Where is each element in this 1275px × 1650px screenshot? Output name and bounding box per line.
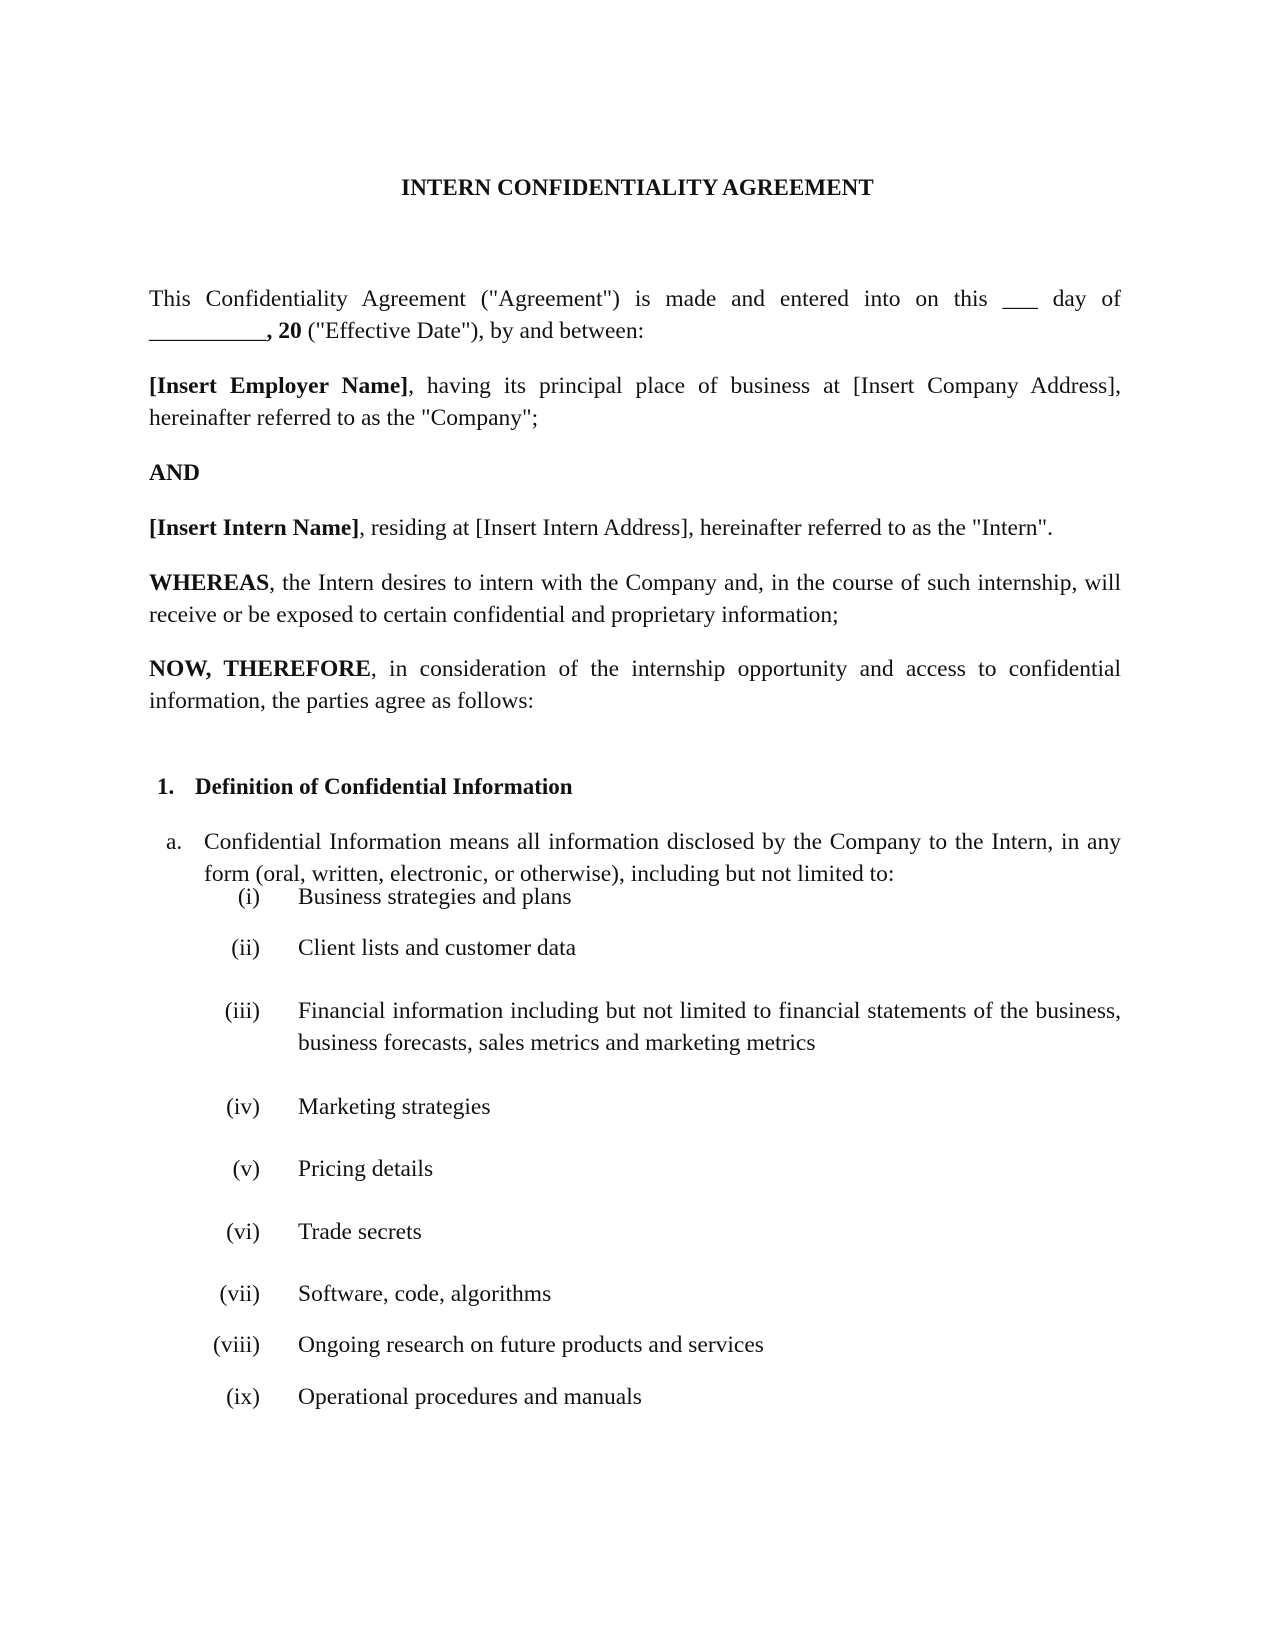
section-1-number: 1. xyxy=(157,774,175,799)
list-item xyxy=(190,881,1121,913)
list-item-text: Software, code, algorithms xyxy=(298,1281,552,1307)
list-item-numeral: (ix) xyxy=(226,1384,260,1410)
subitem-a-text: Confidential Information means all information disclosed by the Company to the Intern, in any form (oral, written, electronic, or otherwise), including but not limited to: xyxy=(204,829,1121,887)
list-item xyxy=(190,932,1121,964)
whereas-label: WHEREAS xyxy=(149,570,270,596)
now-therefore-label: NOW, THEREFORE xyxy=(149,656,371,682)
employer-details: , having its principal place of business at [Insert Company Address], hereinafter referred to as the "Company"; xyxy=(149,373,1121,431)
effective-date-text: ("Effective Date"), by and between: xyxy=(301,318,645,344)
whereas-text: , the Intern desires to intern with the Company and, in the course of such internship, will receive or be exposed to certain confidential and proprietary information; xyxy=(149,570,1121,628)
list-item xyxy=(190,995,1121,1059)
list-item xyxy=(190,1091,1121,1123)
subitem-a-marker: a. xyxy=(166,829,183,855)
list-item-text: Pricing details xyxy=(298,1156,434,1182)
date-blank: __________ xyxy=(149,318,267,344)
list-item xyxy=(190,1278,1121,1310)
intro-line-2 xyxy=(149,315,1121,347)
list-item-text: Trade secrets xyxy=(298,1219,422,1245)
now-therefore-text: , in consideration of the internship opportunity and access to confidential information, the parties agree as follows: xyxy=(149,656,1121,714)
list-item xyxy=(190,1329,1121,1361)
list-item-numeral: (i) xyxy=(237,884,260,910)
list-item-numeral: (v) xyxy=(232,1156,260,1182)
list-item-text: Operational procedures and manuals xyxy=(298,1384,642,1410)
list-item-numeral: (vi) xyxy=(226,1219,260,1245)
list-item-numeral: (viii) xyxy=(213,1332,260,1358)
list-item-numeral: (ii) xyxy=(231,935,260,961)
intro-paragraph xyxy=(149,283,1121,347)
intro-line-1: This Confidentiality Agreement ("Agreement") is made and entered into on this ___ day of xyxy=(149,286,1121,312)
document-title: INTERN CONFIDENTIALITY AGREEMENT xyxy=(401,175,874,200)
list-item-text: Financial information including but not limited to financial statements of the business, business forecasts, sales metrics and marketing metrics xyxy=(298,998,1121,1056)
list-item xyxy=(190,1153,1121,1185)
intern-paragraph xyxy=(149,512,1121,544)
now-therefore-paragraph xyxy=(149,653,1121,717)
list-item-text: Ongoing research on future products and services xyxy=(298,1332,764,1358)
list-item-text: Client lists and customer data xyxy=(298,935,577,961)
section-1-title: Definition of Confidential Information xyxy=(195,774,573,799)
list-item xyxy=(190,1216,1121,1248)
list-item-numeral: (iv) xyxy=(226,1094,260,1120)
list-item-text: Business strategies and plans xyxy=(298,884,572,910)
list-item-numeral: (iii) xyxy=(224,998,260,1024)
year-label: , 20 xyxy=(266,318,302,344)
list-item-text: Marketing strategies xyxy=(298,1094,491,1120)
intern-name: [Insert Intern Name] xyxy=(149,515,360,541)
list-item xyxy=(190,1381,1121,1413)
list-item-numeral: (vii) xyxy=(219,1281,260,1307)
intern-details: , residing at [Insert Intern Address], hereinafter referred to as the "Intern". xyxy=(359,515,1054,541)
employer-paragraph xyxy=(149,370,1121,434)
employer-name: [Insert Employer Name] xyxy=(149,373,409,399)
whereas-paragraph xyxy=(149,567,1121,631)
and-label: AND xyxy=(149,460,200,486)
section-1-heading xyxy=(157,772,573,802)
